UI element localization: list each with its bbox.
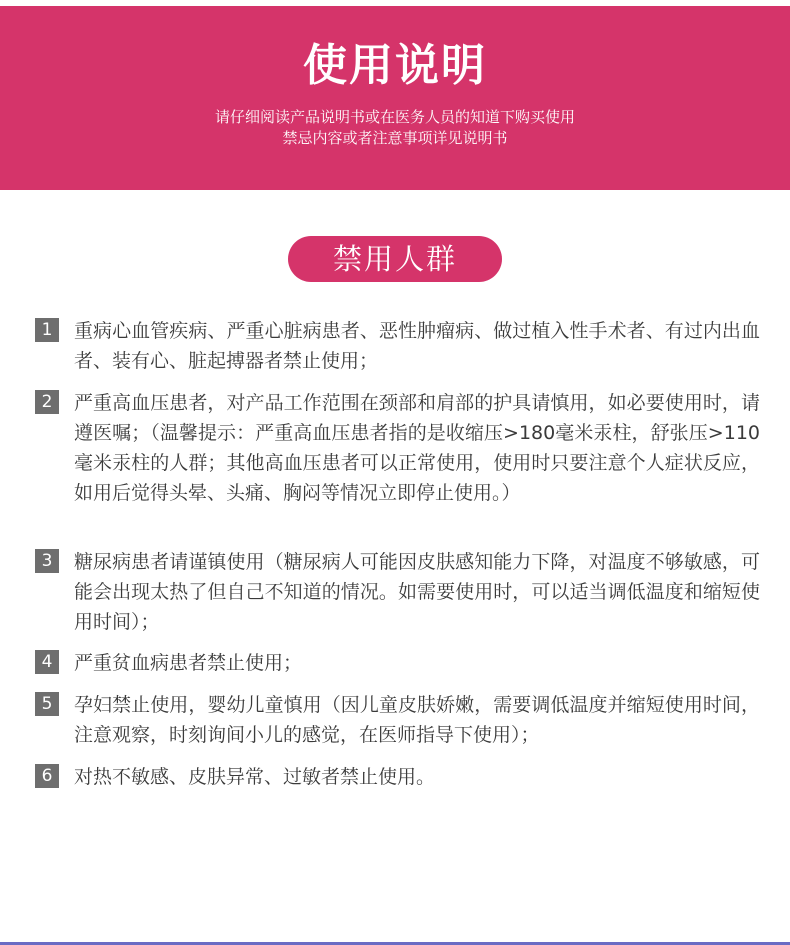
item-text: 严重高血压患者，对产品工作范围在颈部和肩部的护具请慎用，如必要使用时，请遵医嘱；（温馨提示：严重高血压患者指的是收缩压>180毫米汞柱，舒张压>110毫米汞柱的人群；其他高血压患者可以正常使用，使用时只要注意个人症状反应，如用后觉得头晕、头痛、胸闷等情况立即停止使用。） (74, 392, 760, 504)
section-title-badge: 禁用人群 (288, 236, 502, 282)
list-item-5 (35, 690, 760, 750)
list-item-4 (35, 648, 760, 678)
item-text: 糖尿病患者请谨镇使用（糖尿病人可能因皮肤感知能力下降，对温度不够敏感，可能会出现太热了但自己不知道的情况。如需要使用时，可以适当调低温度和缩短使用时间）； (74, 551, 760, 633)
list-item-3 (35, 547, 760, 637)
item-number-badge: 2 (35, 390, 59, 414)
item-text: 严重贫血病患者禁止使用； (74, 652, 303, 674)
item-number-badge: 3 (35, 549, 59, 573)
item-text: 孕妇禁止使用，婴幼儿童慎用（因儿童皮肤娇嫩，需要调低温度并缩短使用时间，注意观察，时刻询间小儿的感觉，在医师指导下使用）； (74, 694, 760, 746)
list-item-2 (35, 388, 760, 508)
header-banner (0, 6, 790, 190)
header-subtitle-line1: 请仔细阅读产品说明书或在医务人员的知道下购买使用 (214, 108, 575, 126)
item-number-badge: 5 (35, 692, 59, 716)
header-subtitle-line2: 禁忌内容或者注意事项详见说明书 (282, 129, 508, 147)
page-title: 使用说明 (303, 40, 487, 91)
item-number-badge: 6 (35, 764, 59, 788)
item-number-badge: 1 (35, 318, 59, 342)
item-number-badge: 4 (35, 650, 59, 674)
list-item-1 (35, 316, 760, 376)
list-item-6 (35, 762, 760, 792)
item-text: 对热不敏感、皮肤异常、过敏者禁止使用。 (74, 766, 436, 788)
item-text: 重病心血管疾病、严重心脏病患者、恶性肿瘤病、做过植入性手术者、有过内出血者、装有心、脏起搏器者禁止使用； (74, 320, 760, 372)
